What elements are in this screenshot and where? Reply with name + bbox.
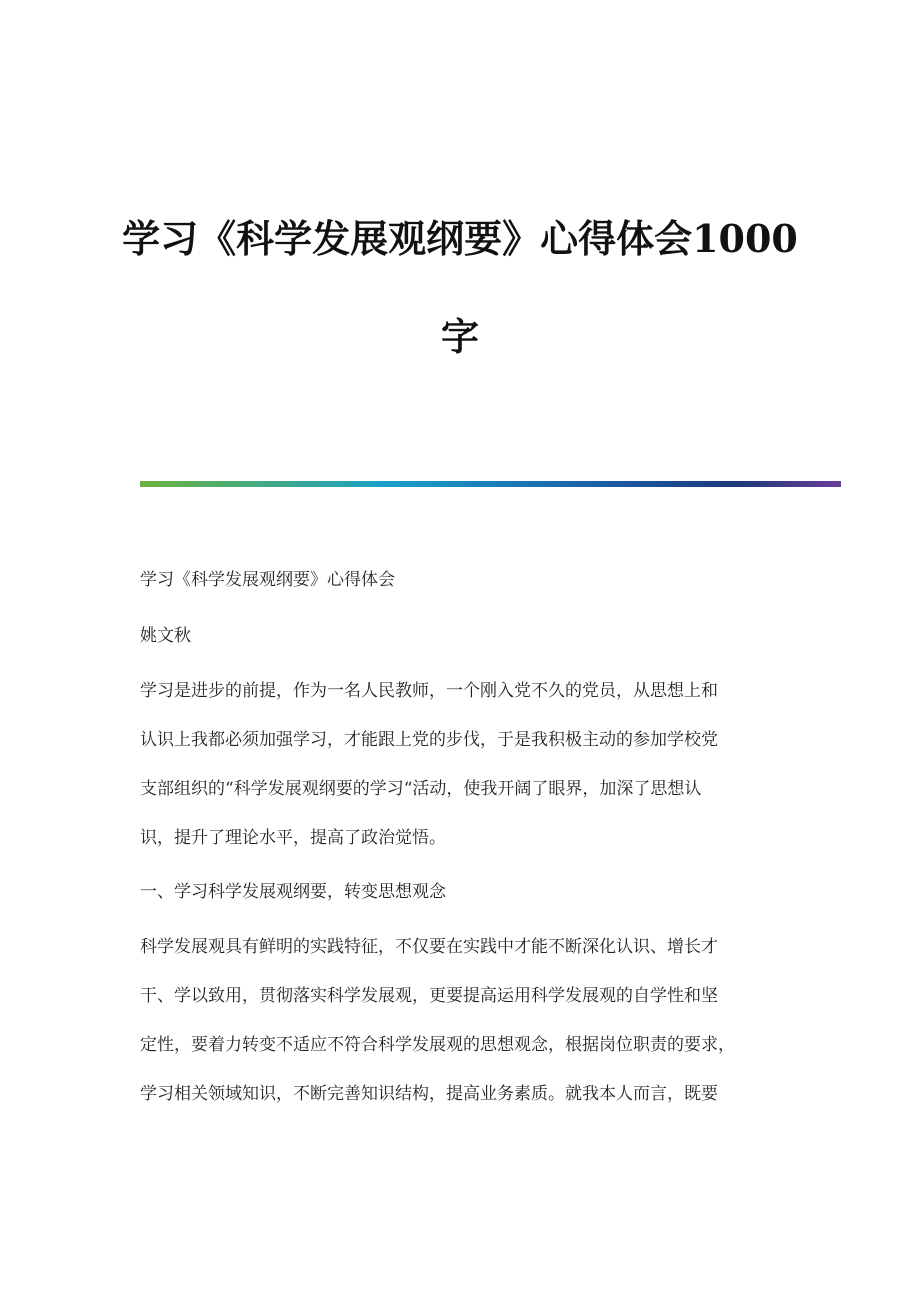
paragraph-1-line: 支部组织的“科学发展观纲要的学习“活动，使我开阔了眼界，加深了思想认: [140, 779, 702, 799]
paragraph-1-line: 认识上我都必须加强学习，才能跟上党的步伐，于是我积极主动的参加学校党: [140, 730, 718, 750]
document-title-line-2: 字: [440, 314, 479, 359]
paragraph-2-line: 学习相关领域知识，不断完善知识结构，提高业务素质。就我本人而言，既要: [140, 1084, 718, 1104]
paragraph-2-line: 干、学以致用，贯彻落实科学发展观，更要提高运用科学发展观的自学性和坚: [140, 986, 718, 1006]
author-name: 姚文秋: [140, 626, 191, 646]
paragraph-1-line: 识，提升了理论水平，提高了政治觉悟。: [140, 828, 446, 848]
subtitle: 学习《科学发展观纲要》心得体会: [140, 570, 395, 590]
paragraph-1-line: 学习是进步的前提，作为一名人民教师，一个刚入党不久的党员，从思想上和: [140, 681, 718, 701]
paragraph-2-line: 定性，要着力转变不适应不符合科学发展观的思想观念，根据岗位职责的要求，: [140, 1035, 735, 1055]
gradient-divider: [140, 481, 841, 487]
document-title-line-1: 学习《科学发展观纲要》心得体会1000: [122, 216, 798, 261]
paragraph-2-line: 科学发展观具有鲜明的实践特征，不仅要在实践中才能不断深化认识、增长才: [140, 937, 718, 957]
section-heading: 一、学习科学发展观纲要，转变思想观念: [140, 882, 446, 902]
